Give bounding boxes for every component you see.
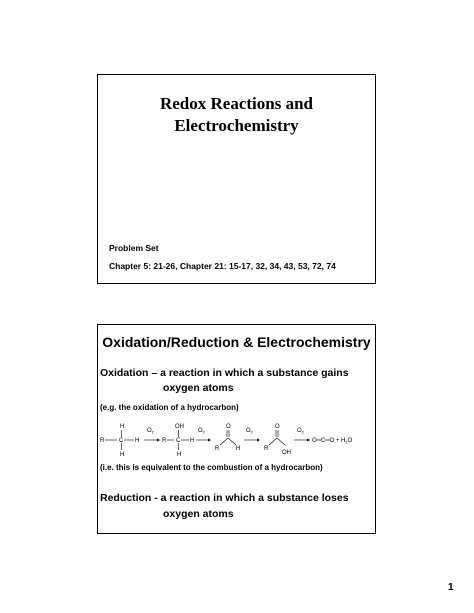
page-number: 1 [448,582,454,593]
scheme-c-1: C [119,438,124,444]
example-note: (e.g. the oxidation of a hydrocarbon) [100,403,239,412]
scheme-h-right-1: H [135,438,140,444]
scheme-o-aldehyde: O [226,424,231,430]
slide-2 [97,324,376,534]
scheme-o-acid: O [275,424,280,430]
scheme-h-top: H [120,424,125,430]
scheme-r-2: R [162,438,167,444]
slide-1 [97,74,376,284]
scheme-h-bottom-1: H [120,452,125,458]
title-line-2: Electrochemistry [174,116,299,135]
scheme-h-bottom-2: H [177,452,182,458]
oxidation-reaction-scheme [100,422,370,462]
scheme-h-right-2: H [190,438,195,444]
title-line-1: Redox Reactions and [159,94,313,113]
scheme-r-1: R [100,438,105,444]
oxidation-definition-line-1: Oxidation – a reaction in which a substance gains [100,367,349,379]
equivalence-note: (i.e. this is equivalent to the combustion of a hydrocarbon) [100,463,323,472]
slide-1-title [98,93,375,137]
oxygen-label-3: $O_2$ [246,428,253,435]
oxygen-label-4: $O_2$ [297,428,304,435]
scheme-products: O═C═O + $H_2O$ [312,438,353,445]
oxygen-label-2: $O_2$ [198,428,205,435]
scheme-r-3: R [215,446,220,452]
reduction-definition-line-2: oxygen atoms [163,508,234,520]
chapter-list: Chapter 5: 21-26, Chapter 21: 15-17, 32, 34, 43, 53, 72, 74 [109,261,336,271]
scheme-oh-1: OH [175,424,184,430]
slide-2-title: Oxidation/Reduction & Electrochemistry [102,334,371,350]
problem-set-label: Problem Set [109,243,159,253]
oxygen-label-1: $O_2$ [147,428,154,435]
scheme-oh-acid: OH [282,450,291,456]
scheme-h-aldehyde: H [236,446,241,452]
reduction-definition-line-1: Reduction - a reaction in which a substance loses [100,492,349,504]
scheme-c-2: C [176,438,181,444]
scheme-r-4: R [264,446,269,452]
oxidation-definition-line-2: oxygen atoms [163,382,234,394]
